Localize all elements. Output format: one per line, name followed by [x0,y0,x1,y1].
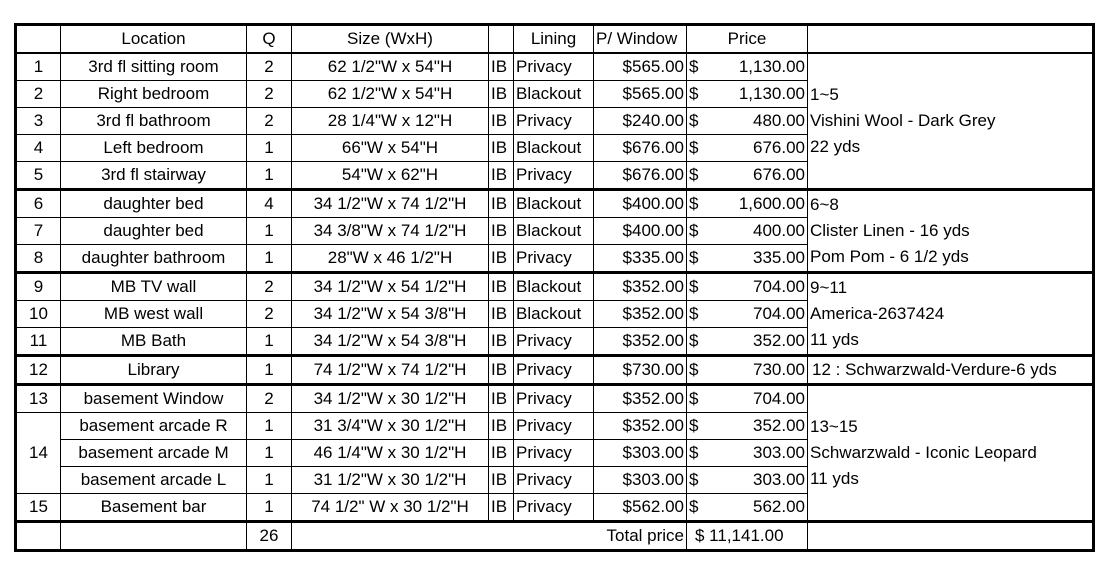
header-quantity: Q [247,25,292,54]
currency-sign: $ [689,84,699,103]
row-location: Right bedroom [61,81,247,108]
row-price [687,53,808,81]
currency-sign: $ [689,331,699,350]
row-ib: IB [489,494,514,522]
row-price [687,218,808,245]
row-ib: IB [489,245,514,273]
row-lining: Privacy [514,494,594,522]
header-row [16,25,1094,54]
row-location: Left bedroom [61,135,247,162]
row-location: MB west wall [61,301,247,328]
row-per-window: $240.00 [594,108,687,135]
currency-sign: $ [689,389,699,408]
currency-sign: $ [689,277,699,296]
table-row [16,190,1094,218]
row-per-window: $400.00 [594,218,687,245]
currency-sign: $ [689,248,699,267]
row-lining: Privacy [514,245,594,273]
row-number: 4 [16,135,61,162]
row-size: 74 1/2"W x 74 1/2"H [292,356,489,385]
row-price [687,245,808,273]
row-ib: IB [489,413,514,440]
row-ib: IB [489,467,514,494]
row-size: 28"W x 46 1/2"H [292,245,489,273]
price-amount: 335.00 [753,248,805,267]
price-amount: 704.00 [753,304,805,323]
totals-empty-cell [16,522,61,551]
row-ib: IB [489,385,514,413]
note-line: America-2637424 [810,304,945,323]
price-amount: 704.00 [753,389,805,408]
row-per-window: $352.00 [594,328,687,356]
price-amount: 1,130.00 [738,57,805,76]
row-per-window: $352.00 [594,301,687,328]
total-quantity: 26 [247,522,292,551]
row-location: 3rd fl sitting room [61,53,247,81]
price-amount: 730.00 [753,360,805,379]
row-quantity: 1 [247,356,292,385]
header-price: Price [687,25,808,54]
note-line: 11 yds [810,469,859,488]
row-per-window: $335.00 [594,245,687,273]
row-location: MB Bath [61,328,247,356]
row-location: daughter bathroom [61,245,247,273]
row-quantity: 2 [247,273,292,301]
row-per-window: $730.00 [594,356,687,385]
row-quantity: 2 [247,385,292,413]
row-quantity: 1 [247,494,292,522]
totals-empty-cell [808,522,1094,551]
note-line: 6~8 [810,195,839,214]
header-ib [489,25,514,54]
row-number: 13 [16,385,61,413]
row-lining: Privacy [514,53,594,81]
row-ib: IB [489,190,514,218]
row-size: 46 1/4"W x 30 1/2"H [292,440,489,467]
row-lining: Privacy [514,467,594,494]
row-ib: IB [489,162,514,190]
note-line: 11 yds [810,330,859,349]
currency-sign: $ [689,165,699,184]
row-location: 3rd fl stairway [61,162,247,190]
price-amount: 1,130.00 [738,84,805,103]
table-row [16,385,1094,413]
row-ib: IB [489,53,514,81]
header-num [16,25,61,54]
row-per-window: $565.00 [594,53,687,81]
row-price [687,328,808,356]
row-quantity: 1 [247,135,292,162]
price-amount: 352.00 [753,416,805,435]
row-lining: Blackout [514,190,594,218]
row-ib: IB [489,356,514,385]
row-ib: IB [489,273,514,301]
row-location: 3rd fl bathroom [61,108,247,135]
row-lining: Blackout [514,81,594,108]
row-quantity: 1 [247,467,292,494]
currency-sign: $ [689,57,699,76]
row-price [687,301,808,328]
header-per-window: P/ Window [594,25,687,54]
price-amount: 400.00 [753,221,805,240]
currency-sign: $ [689,497,699,516]
note-line: Clister Linen - 16 yds [810,221,970,240]
row-lining: Privacy [514,108,594,135]
price-amount: 676.00 [753,138,805,157]
notes-group-5 [808,385,1094,522]
row-quantity: 1 [247,328,292,356]
row-per-window: $400.00 [594,190,687,218]
currency-sign: $ [689,360,699,379]
row-per-window: $352.00 [594,385,687,413]
total-price-label: Total price [292,522,687,551]
currency-sign: $ [689,443,699,462]
note-line: 13~15 [810,417,858,436]
price-amount: 352.00 [753,331,805,350]
row-size: 31 3/4"W x 30 1/2"H [292,413,489,440]
currency-sign: $ [689,221,699,240]
row-per-window: $565.00 [594,81,687,108]
row-price [687,190,808,218]
row-number: 7 [16,218,61,245]
price-amount: 303.00 [753,470,805,489]
row-size: 62 1/2"W x 54"H [292,53,489,81]
row-ib: IB [489,328,514,356]
row-location: basement arcade R [61,413,247,440]
price-amount: 480.00 [753,111,805,130]
row-lining: Blackout [514,135,594,162]
row-location: basement arcade M [61,440,247,467]
note-line: Schwarzwald - Iconic Leopard [810,443,1037,462]
row-size: 34 1/2"W x 54 3/8"H [292,328,489,356]
row-size: 62 1/2"W x 54"H [292,81,489,108]
note-line: Vishini Wool - Dark Grey [810,111,996,130]
row-per-window: $676.00 [594,135,687,162]
row-lining: Privacy [514,356,594,385]
total-price-amount: $ 11,141.00 [687,522,808,551]
row-lining: Privacy [514,440,594,467]
row-number: 6 [16,190,61,218]
row-lining: Blackout [514,273,594,301]
row-price [687,356,808,385]
table-row [16,53,1094,81]
row-price [687,162,808,190]
notes-group-3 [808,273,1094,356]
curtain-order-table [14,23,1095,552]
row-location: basement Window [61,385,247,413]
row-number: 2 [16,81,61,108]
currency-sign: $ [689,470,699,489]
row-location: basement arcade L [61,467,247,494]
row-per-window: $303.00 [594,440,687,467]
row-quantity: 1 [247,245,292,273]
row-size: 34 3/8"W x 74 1/2"H [292,218,489,245]
row-location: daughter bed [61,218,247,245]
currency-sign: $ [689,138,699,157]
row-lining: Privacy [514,385,594,413]
row-price [687,440,808,467]
row-per-window: $352.00 [594,273,687,301]
header-notes [808,25,1094,54]
row-quantity: 1 [247,218,292,245]
row-size: 34 1/2"W x 74 1/2"H [292,190,489,218]
note-line: 22 yds [810,137,861,156]
table-row [16,273,1094,301]
row-lining: Privacy [514,328,594,356]
price-amount: 1,600.00 [738,194,805,213]
row-number: 11 [16,328,61,356]
row-size: 66"W x 54"H [292,135,489,162]
row-number: 14 [16,413,61,494]
row-per-window: $352.00 [594,413,687,440]
row-number: 9 [16,273,61,301]
row-number: 15 [16,494,61,522]
row-ib: IB [489,440,514,467]
row-location: Library [61,356,247,385]
header-size: Size (WxH) [292,25,489,54]
row-quantity: 2 [247,53,292,81]
row-lining: Blackout [514,218,594,245]
row-quantity: 1 [247,440,292,467]
row-number: 5 [16,162,61,190]
row-price [687,385,808,413]
row-price [687,108,808,135]
row-quantity: 2 [247,301,292,328]
header-location: Location [61,25,247,54]
row-location: MB TV wall [61,273,247,301]
totals-row [16,522,1094,551]
header-lining: Lining [514,25,594,54]
row-size: 31 1/2"W x 30 1/2"H [292,467,489,494]
currency-sign: $ [689,416,699,435]
row-quantity: 1 [247,162,292,190]
row-number: 3 [16,108,61,135]
row-ib: IB [489,135,514,162]
row-price [687,467,808,494]
row-price [687,135,808,162]
row-size: 34 1/2"W x 54 1/2"H [292,273,489,301]
notes-group-2 [808,190,1094,273]
row-price [687,273,808,301]
row-quantity: 2 [247,81,292,108]
table-row [16,356,1094,385]
row-ib: IB [489,218,514,245]
currency-sign: $ [689,304,699,323]
row-quantity: 2 [247,108,292,135]
currency-sign: $ [689,111,699,130]
row-per-window: $303.00 [594,467,687,494]
price-amount: 562.00 [753,497,805,516]
row-size: 74 1/2" W x 30 1/2"H [292,494,489,522]
row-size: 34 1/2"W x 54 3/8"H [292,301,489,328]
totals-empty-cell [61,522,247,551]
row-size: 34 1/2"W x 30 1/2"H [292,385,489,413]
row-size: 28 1/4"W x 12"H [292,108,489,135]
row-quantity: 1 [247,413,292,440]
row-price [687,81,808,108]
row-number: 10 [16,301,61,328]
row-number: 8 [16,245,61,273]
row-lining: Privacy [514,162,594,190]
row-per-window: $676.00 [594,162,687,190]
row-price [687,413,808,440]
row-ib: IB [489,108,514,135]
row-number: 1 [16,53,61,81]
row-ib: IB [489,81,514,108]
row-location: Basement bar [61,494,247,522]
notes-group-1 [808,53,1094,190]
note-line: Pom Pom - 6 1/2 yds [810,247,969,266]
row-number: 12 [16,356,61,385]
row-per-window: $562.00 [594,494,687,522]
notes-group-4: 12 : Schwarzwald-Verdure-6 yds [808,356,1094,385]
row-lining: Privacy [514,413,594,440]
row-size: 54"W x 62"H [292,162,489,190]
row-ib: IB [489,301,514,328]
row-lining: Blackout [514,301,594,328]
price-amount: 704.00 [753,277,805,296]
row-price [687,494,808,522]
row-location: daughter bed [61,190,247,218]
note-line: 1~5 [810,85,839,104]
note-line: 9~11 [810,278,848,297]
row-quantity: 4 [247,190,292,218]
price-amount: 303.00 [753,443,805,462]
price-amount: 676.00 [753,165,805,184]
currency-sign: $ [689,194,699,213]
